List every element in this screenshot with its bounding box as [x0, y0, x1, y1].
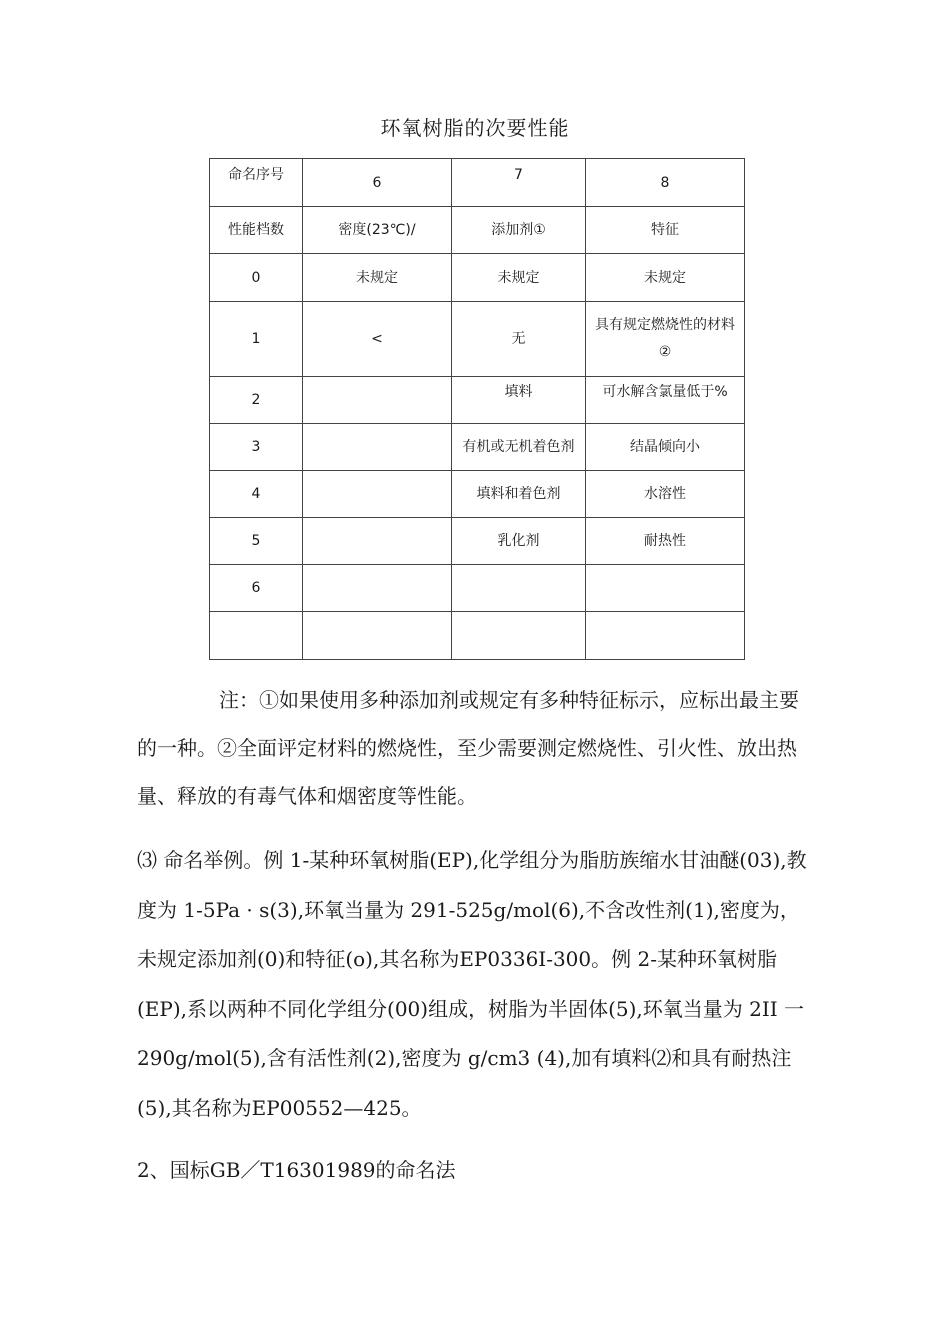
table-row: [210, 612, 745, 660]
header-cell: [210, 159, 303, 207]
table-cell: 特征: [586, 207, 745, 254]
table-cell: [303, 612, 452, 660]
table-cell: 2: [210, 377, 303, 424]
header-cell-text: 7: [514, 166, 523, 183]
table-cell: [210, 612, 303, 660]
table-cell: 有机或无机着色剂: [452, 424, 586, 471]
table-cell: [303, 565, 452, 612]
naming-example-paragraph: ⑶ 命名举例。例 1-某种环氧树脂(EP),化学组分为脂肪族缩水甘油醚(03),教度为 1-5Pa · s(3),环氧当量为 291-525g/mol(6),不含改性剂(1),密度为，未规定添加剂(0)和特征(o),其名称为EP0336I-300。例 2-某种环氧树脂(EP),系以两种不同化学组分(00)组成，树脂为半固体(5),环氧当量为 2II 一 290g/mol(5),含有活性剂(2),密度为 g/cm3 (4),加有填料⑵和具有耐热注(5),其名称为EP00552—425。: [137, 848, 807, 1120]
table-cell: [586, 565, 745, 612]
table-cell: 性能档数: [210, 207, 303, 254]
table-cell: [586, 377, 745, 424]
table-row: [210, 518, 745, 565]
table-row: [210, 377, 745, 424]
table-cell: [452, 565, 586, 612]
table-cell: 填料和着色剂: [452, 471, 586, 518]
table-cell: [303, 377, 452, 424]
table-cell: 具有规定燃烧性的材料②: [586, 302, 745, 377]
table-row: [210, 207, 745, 254]
table-cell: 6: [210, 565, 303, 612]
table-cell: 未规定: [303, 254, 452, 302]
table-cell: 3: [210, 424, 303, 471]
table-cell: 乳化剂: [452, 518, 586, 565]
table-cell: 密度(23℃)/: [303, 207, 452, 254]
table-cell: 水溶性: [586, 471, 745, 518]
table-row: [210, 254, 745, 302]
properties-table: [209, 158, 745, 660]
table-row: [210, 302, 745, 377]
table-cell: 添加剂①: [452, 207, 586, 254]
table-cell: [303, 471, 452, 518]
table-title: 环氧树脂的次要性能: [380, 116, 570, 140]
table-header-row: [210, 159, 745, 207]
table-cell-text: 填料: [504, 384, 533, 400]
table-cell: 结晶倾向小: [586, 424, 745, 471]
table-row: [210, 471, 745, 518]
table-cell: [452, 377, 586, 424]
table-cell: [452, 612, 586, 660]
table-row: [210, 424, 745, 471]
table-cell: 5: [210, 518, 303, 565]
table-cell-text: 可水解含氯量低于%: [602, 384, 728, 400]
table-cell: 耐热性: [586, 518, 745, 565]
header-cell: 6: [303, 159, 452, 207]
table-cell: 4: [210, 471, 303, 518]
table-cell: 0: [210, 254, 303, 302]
table-cell: 1: [210, 302, 303, 377]
table-cell: [586, 612, 745, 660]
section-heading: 2、国标GB／T16301989的命名法: [137, 1158, 456, 1182]
table-cell: <: [303, 302, 452, 377]
table-cell: [303, 518, 452, 565]
table-note: 注：①如果使用多种添加剂或规定有多种特征标示，应标出最主要的一种。②全面评定材料的燃烧性，至少需要测定燃烧性、引火性、放出热量、释放的有毒气体和烟密度等性能。: [137, 688, 799, 808]
table-cell: 未规定: [586, 254, 745, 302]
table-row: [210, 565, 745, 612]
table-cell: 无: [452, 302, 586, 377]
table-cell: [303, 424, 452, 471]
header-cell-text: 命名序号: [228, 166, 284, 183]
table-cell: 未规定: [452, 254, 586, 302]
header-cell: [452, 159, 586, 207]
header-cell: 8: [586, 159, 745, 207]
